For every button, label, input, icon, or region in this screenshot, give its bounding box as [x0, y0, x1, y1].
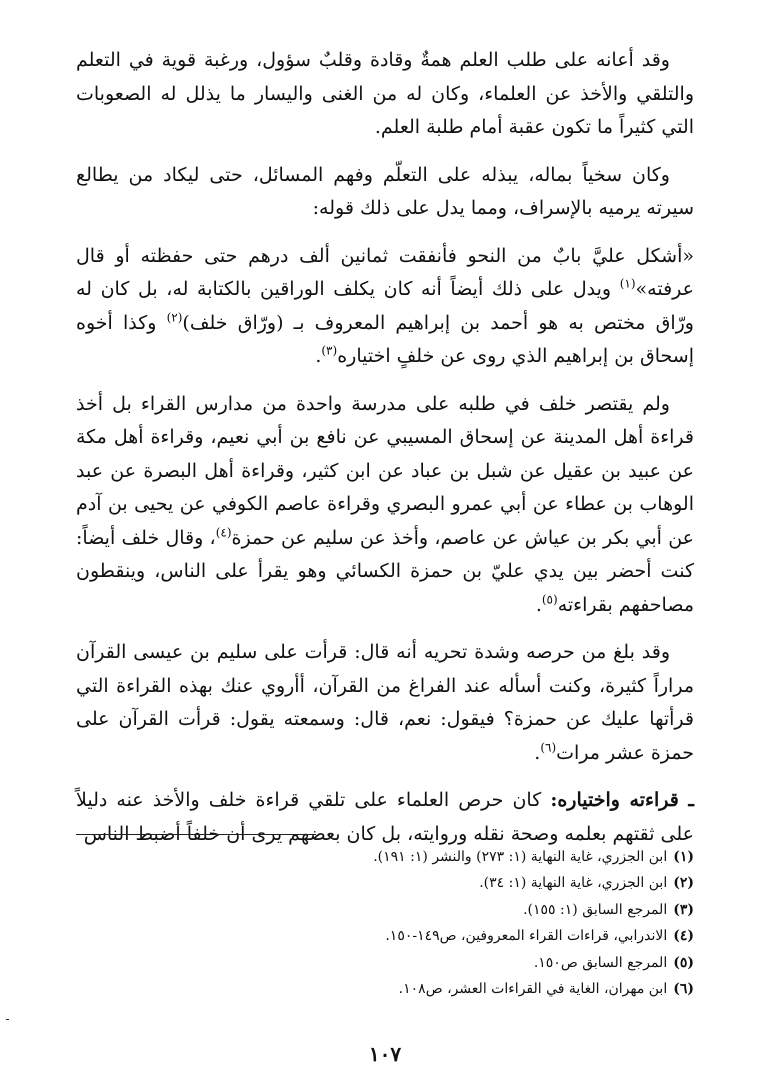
footnote-text: ابن الجزري، غاية النهاية (١: ٣٤).: [479, 875, 668, 892]
main-text: [76, 44, 694, 851]
footnote-item: [76, 870, 694, 896]
paragraph-1: [76, 44, 694, 145]
footnote-number: (٣): [673, 901, 694, 918]
book-page: [76, 44, 694, 1074]
footnote-ref-4[interactable]: (٤): [215, 525, 232, 540]
paragraph-5: [76, 636, 694, 770]
footnote-number: (٥): [673, 954, 694, 971]
footnote-text: المرجع السابق (١: ١٥٥).: [523, 901, 668, 918]
footnote-ref-1[interactable]: (١): [619, 276, 636, 291]
footnote-ref-6[interactable]: (٦): [540, 740, 557, 755]
footnote-ref-2[interactable]: (٢): [166, 310, 183, 325]
footnote-item: [76, 950, 694, 976]
footnote-item: [76, 976, 694, 1002]
paragraph-3: [76, 240, 694, 374]
footnotes: [76, 844, 694, 1002]
footnote-ref-5[interactable]: (٥): [541, 592, 558, 607]
paragraph-text: وقد أعانه على طلب العلم همةٌ وقادة وقلبٌ سؤول، ورغبة قوية في التعلم والتلقي والأخذ عن العلماء، وكان له من الغنى واليسار ما يذلل له الصعوبات التي كثيراً ما تكون عقبة أمام طلبة العلم.: [76, 49, 694, 138]
paragraph-2: [76, 159, 694, 226]
footnote-item: [76, 923, 694, 949]
corner-mark: ـ: [6, 1012, 9, 1023]
footnote-number: (١): [673, 849, 694, 865]
footnote-number: (٢): [673, 875, 694, 892]
paragraph-text: وكان سخياً بماله، يبذله على التعلّم وفهم المسائل، حتى ليكاد من يطالع سيرته يرميه بالإسراف، ومما يدل على ذلك قوله:: [76, 163, 694, 219]
footnote-item: [76, 897, 694, 923]
paragraph-text: كان حرص العلماء على تلقي قراءة خلف والأخذ عنه دليلاً على ثقتهم بعلمه وصحة نقله وروايته، بل كان بعضهم يرى أن خلفاً أضبط الناس: [76, 789, 694, 845]
footnote-item: [76, 844, 694, 870]
section-heading: ـ قراءته واختياره:: [550, 789, 694, 811]
page-number: ١٠٧: [368, 1042, 402, 1066]
footnote-divider: [76, 834, 316, 835]
paragraph-text: .: [535, 593, 542, 616]
paragraph-6: [76, 784, 694, 851]
footnote-text: ابن الجزري، غاية النهاية (١: ٢٧٣) والنشر (١: ١٩١).: [373, 849, 668, 865]
paragraph-text: وقد بلغ من حرصه وشدة تحريه أنه قال: قرأت على سليم بن عيسى القرآن مراراً كثيرة، وكنت أسأله عند الفراغ من القرآن، أأروي عنك بهذه القراءة التي قرأتها عليك عن حمزة؟ فيقول: نعم، قال: وسمعته يقول: قرأت القرآن على حمزة عشر مرات: [76, 641, 694, 764]
paragraph-text: ويدل على ذلك أيضاً أنه كان يكلف الوراقين بالكتابة له، بل كان له ورّاق مختص به هو أحمد بن إبراهيم المعروف بـ (ورّاق خلف): [76, 278, 694, 334]
paragraph-text: ، وقال خلف أيضاً: كنت أحضر بين يدي عليّ بن حمزة الكسائي وهو يقرأ على الناس، وينقطون مصاحفهم بقراءته: [76, 526, 694, 616]
footnote-ref-3[interactable]: (٣): [321, 343, 338, 358]
paragraph-4: [76, 388, 694, 623]
paragraph-text: .: [534, 741, 541, 764]
footnote-text: ابن مهران، الغاية في القراءات العشر، ص١٠٨.: [398, 981, 668, 998]
quote-text: «أشكل عليَّ بابٌ من النحو فأنفقت ثمانين ألف درهم حتى حفظته أو قال عرفته»: [76, 244, 694, 300]
footnote-number: (٤): [673, 928, 694, 945]
footnote-text: المرجع السابق ص١٥٠.: [533, 954, 668, 971]
paragraph-text: وكذا أخوه إسحاق بن إبراهيم الذي روى عن خلفٍ اختياره: [76, 311, 694, 367]
paragraph-text: .: [315, 345, 322, 367]
paragraph-text: ولم يقتصر خلف في طلبه على مدرسة واحدة من مدارس القراء بل أخذ قراءة أهل المدينة عن إسحاق المسيبي عن نافع بن أبي نعيم، وقراءة أهل مكة عن عبيد بن عقيل عن شبل بن عباد عن ابن كثير، وقراءة أهل البصرة عن عبد الوهاب بن عطاء عن أبي عمرو البصري وقراءة عاصم الكوفي عن يحيى بن آدم عن أبي بكر بن عياش عن عاصم، وأخذ عن سليم عن حمزة: [76, 392, 694, 549]
footnote-text: الاندرابي، قراءات القراء المعروفين، ص١٤٩-١٥٠.: [385, 928, 668, 945]
footnote-number: (٦): [673, 981, 694, 998]
